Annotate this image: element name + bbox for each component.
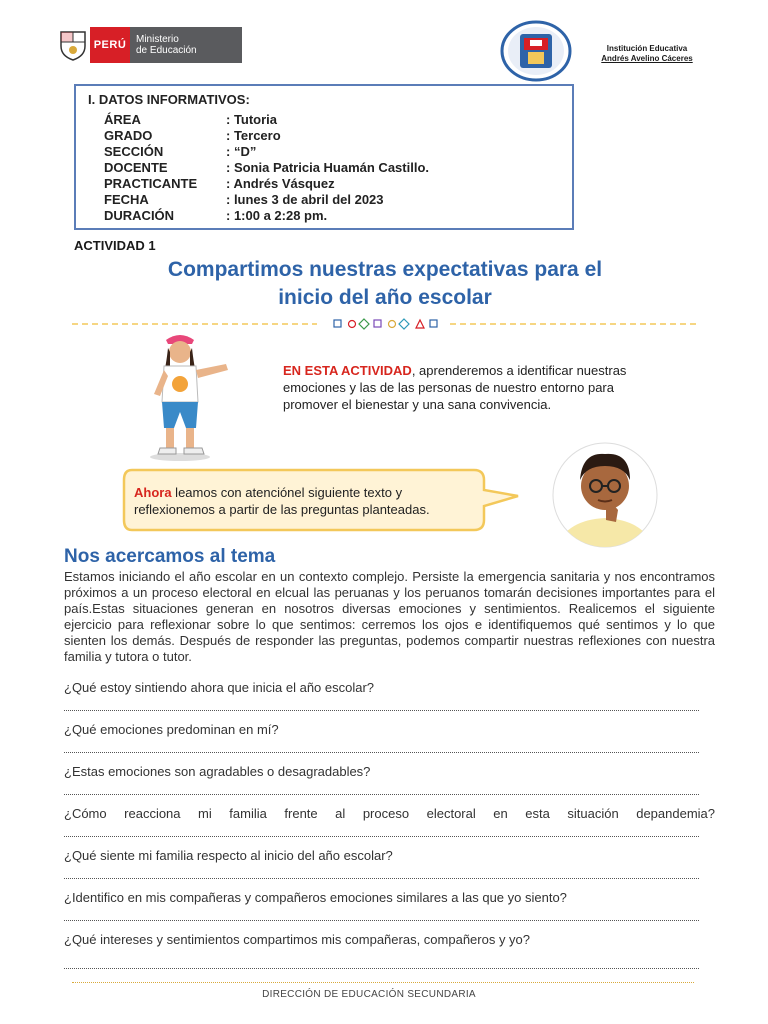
info-row-seccion: SECCIÓN : “D” [104, 144, 257, 159]
question-2: ¿Qué emociones predominan en mí? [64, 722, 279, 737]
school-logo-icon [500, 20, 572, 82]
institution-name: Institución Educativa Andrés Avelino Cáceres [601, 44, 693, 63]
question-5: ¿Qué siente mi familia respecto al inicio del año escolar? [64, 848, 393, 863]
info-row-docente: DOCENTE : Sonia Patricia Huamán Castillo. [104, 160, 429, 175]
info-row-duracion: DURACIÓN : 1:00 a 2:28 pm. [104, 208, 328, 223]
girl-illustration [130, 332, 258, 462]
info-title: I. DATOS INFORMATIVOS: [88, 92, 250, 107]
activity-label: ACTIVIDAD 1 [74, 238, 156, 253]
answer-line-2[interactable] [64, 752, 699, 753]
question-4: ¿Cómo reacciona mi familia frente al proceso electoral en esta situación depandemia? [64, 806, 715, 821]
question-3: ¿Estas emociones son agradables o desagradables? [64, 764, 371, 779]
activity-intro: EN ESTA ACTIVIDAD, aprenderemos a identificar nuestras emociones y las de las personas de nuestro entorno para promover el bienestar y una sana convivencia. [283, 363, 627, 412]
info-row-practicante: PRACTICANTE : Andrés Vásquez [104, 176, 335, 191]
peru-coat-of-arms-icon [58, 28, 88, 62]
question-7: ¿Qué intereses y sentimientos compartimos mis compañeras, compañeros y yo? [64, 932, 531, 947]
info-box [74, 84, 574, 230]
answer-line-6[interactable] [64, 920, 699, 921]
decorative-divider [72, 318, 697, 330]
answer-line-4[interactable] [64, 836, 699, 837]
section-paragraph: Estamos iniciando el año escolar en un contexto complejo. Persiste la emergencia sanitaria y nos encontramos próximos a un proceso electoral en elcual las peruanas y los peruanos tomarán decisiones importantes para el país.Estas situaciones generan en nosotros diversas emociones y sentimientos. Realicemos el siguiente ejercicio para reflexionar sobre lo que sentimos: cerremos los ojos e identifiquemos qué sentimos y lo que sienten los demás. Después de responder las preguntas, podemos compartir nuestras reflexiones con nuestra familia y tutora o tutor. [64, 569, 715, 664]
answer-line-3[interactable] [64, 794, 699, 795]
footer-text: DIRECCIÓN DE EDUCACIÓN SECUNDARIA [262, 989, 476, 1000]
ministry-badge: Ministerio de Educación [130, 27, 242, 63]
footer-divider [72, 982, 694, 983]
answer-line-5[interactable] [64, 878, 699, 879]
boy-thinking-illustration [546, 442, 664, 548]
info-row-area: ÁREA : Tutoria [104, 112, 278, 127]
info-row-fecha: FECHA : lunes 3 de abril del 2023 [104, 192, 384, 207]
info-row-grado: GRADO : Tercero [104, 128, 281, 143]
answer-line-1[interactable] [64, 710, 699, 711]
peru-badge: PERÚ [90, 27, 130, 63]
question-6: ¿Identifico en mis compañeras y compañeros emociones similares a las que yo siento? [64, 890, 567, 905]
bubble-text: Ahora leamos con atenciónel siguiente texto y reflexionemos a partir de las preguntas planteadas. [134, 485, 430, 517]
section-title: Nos acercamos al tema [64, 546, 276, 567]
answer-line-7[interactable] [64, 968, 699, 969]
question-1: ¿Qué estoy sintiendo ahora que inicia el año escolar? [64, 680, 375, 695]
page-title: Compartimos nuestras expectativas para el inicio del año escolar [167, 258, 603, 309]
